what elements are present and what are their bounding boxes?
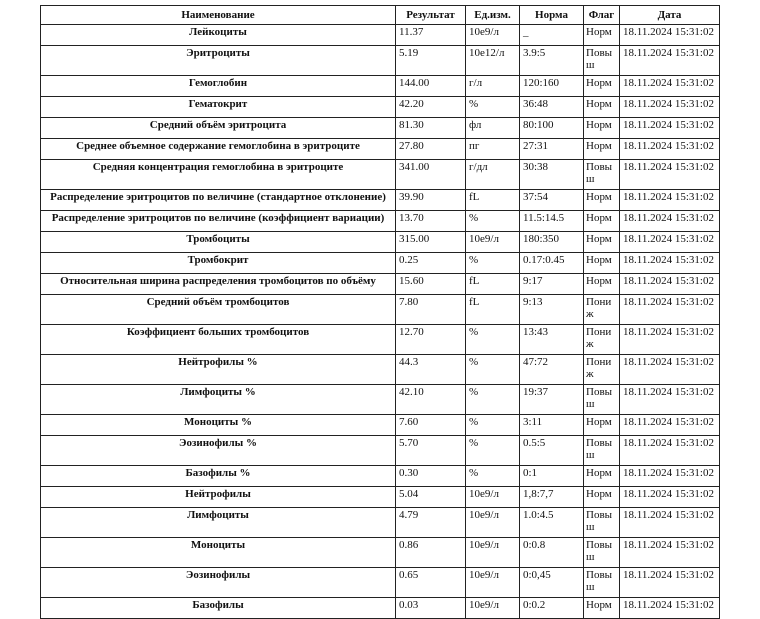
test-date: 18.11.2024 15:31:02 [620, 211, 720, 232]
test-flag: Норм [584, 211, 620, 232]
test-date: 18.11.2024 15:31:02 [620, 118, 720, 139]
test-norm: 0.5:5 [520, 436, 584, 466]
test-name: Лимфоциты [41, 508, 396, 538]
test-flag: Норм [584, 598, 620, 619]
table-row [41, 97, 720, 118]
test-unit: fL [466, 274, 520, 295]
test-flag: Повыш [584, 160, 620, 190]
test-unit: пг [466, 139, 520, 160]
table-row [41, 538, 720, 568]
test-unit: % [466, 436, 520, 466]
test-result: 12.70 [396, 325, 466, 355]
test-norm: 180:350 [520, 232, 584, 253]
test-name: Средний объём тромбоцитов [41, 295, 396, 325]
header-result: Результат [396, 6, 466, 25]
test-flag: Норм [584, 415, 620, 436]
test-unit: % [466, 385, 520, 415]
test-name: Лейкоциты [41, 25, 396, 46]
table-row [41, 598, 720, 619]
test-name: Среднее объемное содержание гемоглобина в эритроците [41, 139, 396, 160]
test-flag: Норм [584, 139, 620, 160]
table-row [41, 355, 720, 385]
table-row [41, 160, 720, 190]
header-name: Наименование [41, 6, 396, 25]
test-name: Лимфоциты % [41, 385, 396, 415]
test-flag: Повыш [584, 508, 620, 538]
test-result: 15.60 [396, 274, 466, 295]
test-result: 81.30 [396, 118, 466, 139]
test-date: 18.11.2024 15:31:02 [620, 76, 720, 97]
test-norm: 47:72 [520, 355, 584, 385]
table-row [41, 274, 720, 295]
test-norm: 80:100 [520, 118, 584, 139]
test-unit: 10e9/л [466, 538, 520, 568]
header-norm: Норма [520, 6, 584, 25]
test-norm: 0:0,45 [520, 568, 584, 598]
test-norm: 19:37 [520, 385, 584, 415]
test-flag: Повыш [584, 568, 620, 598]
test-result: 4.79 [396, 508, 466, 538]
test-result: 0.03 [396, 598, 466, 619]
table-row [41, 118, 720, 139]
test-name: Распределение эритроцитов по величине (коэффициент вариации) [41, 211, 396, 232]
test-norm: 1,8:7,7 [520, 487, 584, 508]
test-result: 0.30 [396, 466, 466, 487]
test-unit: 10e9/л [466, 568, 520, 598]
test-norm: 36:48 [520, 97, 584, 118]
test-date: 18.11.2024 15:31:02 [620, 325, 720, 355]
test-result: 27.80 [396, 139, 466, 160]
test-flag: Норм [584, 76, 620, 97]
test-norm: 9:13 [520, 295, 584, 325]
test-name: Базофилы [41, 598, 396, 619]
test-name: Гемоглобин [41, 76, 396, 97]
test-name: Распределение эритроцитов по величине (стандартное отклонение) [41, 190, 396, 211]
test-date: 18.11.2024 15:31:02 [620, 508, 720, 538]
test-unit: 10e9/л [466, 25, 520, 46]
test-unit: % [466, 415, 520, 436]
test-result: 0.86 [396, 538, 466, 568]
test-unit: % [466, 211, 520, 232]
test-date: 18.11.2024 15:31:02 [620, 487, 720, 508]
test-unit: % [466, 97, 520, 118]
test-unit: 10e9/л [466, 487, 520, 508]
table-row [41, 232, 720, 253]
test-unit: % [466, 253, 520, 274]
table-row [41, 253, 720, 274]
test-flag: Норм [584, 274, 620, 295]
test-result: 0.25 [396, 253, 466, 274]
test-norm: 3.9:5 [520, 46, 584, 76]
test-date: 18.11.2024 15:31:02 [620, 568, 720, 598]
test-name: Эозинофилы [41, 568, 396, 598]
test-norm: 30:38 [520, 160, 584, 190]
test-result: 7.60 [396, 415, 466, 436]
test-name: Коэффициент больших тромбоцитов [41, 325, 396, 355]
test-name: Относительная ширина распределения тромбоцитов по объёму [41, 274, 396, 295]
test-date: 18.11.2024 15:31:02 [620, 190, 720, 211]
table-row [41, 415, 720, 436]
test-date: 18.11.2024 15:31:02 [620, 232, 720, 253]
test-date: 18.11.2024 15:31:02 [620, 295, 720, 325]
test-date: 18.11.2024 15:31:02 [620, 25, 720, 46]
test-result: 11.37 [396, 25, 466, 46]
test-date: 18.11.2024 15:31:02 [620, 139, 720, 160]
test-flag: Норм [584, 25, 620, 46]
test-name: Средняя концентрация гемоглобина в эритроците [41, 160, 396, 190]
table-row [41, 190, 720, 211]
test-name: Базофилы % [41, 466, 396, 487]
test-unit: % [466, 325, 520, 355]
test-unit: 10e9/л [466, 232, 520, 253]
test-result: 39.90 [396, 190, 466, 211]
test-name: Гематокрит [41, 97, 396, 118]
table-row [41, 139, 720, 160]
test-result: 7.80 [396, 295, 466, 325]
test-result: 341.00 [396, 160, 466, 190]
test-name: Тромбокрит [41, 253, 396, 274]
test-date: 18.11.2024 15:31:02 [620, 160, 720, 190]
table-row [41, 325, 720, 355]
table-row [41, 295, 720, 325]
table-row [41, 487, 720, 508]
test-norm: 0:0.2 [520, 598, 584, 619]
test-name: Тромбоциты [41, 232, 396, 253]
test-norm: 3:11 [520, 415, 584, 436]
test-date: 18.11.2024 15:31:02 [620, 466, 720, 487]
test-unit: г/дл [466, 160, 520, 190]
results-body [41, 25, 720, 619]
test-norm: 13:43 [520, 325, 584, 355]
test-norm: 9:17 [520, 274, 584, 295]
test-unit: % [466, 355, 520, 385]
test-name: Эозинофилы % [41, 436, 396, 466]
test-unit: г/л [466, 76, 520, 97]
test-flag: Пониж [584, 355, 620, 385]
test-flag: Пониж [584, 295, 620, 325]
test-norm: 120:160 [520, 76, 584, 97]
table-row [41, 466, 720, 487]
test-norm: 37:54 [520, 190, 584, 211]
test-flag: Повыш [584, 385, 620, 415]
table-row [41, 436, 720, 466]
test-norm: 0.17:0.45 [520, 253, 584, 274]
test-result: 315.00 [396, 232, 466, 253]
test-date: 18.11.2024 15:31:02 [620, 598, 720, 619]
test-norm: 1.0:4.5 [520, 508, 584, 538]
test-flag: Норм [584, 232, 620, 253]
test-date: 18.11.2024 15:31:02 [620, 385, 720, 415]
test-date: 18.11.2024 15:31:02 [620, 253, 720, 274]
table-row [41, 76, 720, 97]
test-flag: Норм [584, 97, 620, 118]
test-date: 18.11.2024 15:31:02 [620, 415, 720, 436]
test-date: 18.11.2024 15:31:02 [620, 46, 720, 76]
test-name: Нейтрофилы % [41, 355, 396, 385]
table-row [41, 211, 720, 232]
test-norm: 11.5:14.5 [520, 211, 584, 232]
test-date: 18.11.2024 15:31:02 [620, 436, 720, 466]
test-flag: Норм [584, 487, 620, 508]
test-flag: Повыш [584, 436, 620, 466]
test-result: 5.19 [396, 46, 466, 76]
test-unit: 10e9/л [466, 508, 520, 538]
header-unit: Ед.изм. [466, 6, 520, 25]
test-date: 18.11.2024 15:31:02 [620, 355, 720, 385]
test-flag: Повыш [584, 538, 620, 568]
test-date: 18.11.2024 15:31:02 [620, 97, 720, 118]
test-result: 144.00 [396, 76, 466, 97]
test-name: Средний объём эритроцита [41, 118, 396, 139]
test-result: 5.04 [396, 487, 466, 508]
table-row [41, 25, 720, 46]
header-date: Дата [620, 6, 720, 25]
test-flag: Повыш [584, 46, 620, 76]
test-result: 13.70 [396, 211, 466, 232]
test-name: Моноциты [41, 538, 396, 568]
lab-results-table [40, 5, 720, 619]
test-flag: Норм [584, 190, 620, 211]
test-flag: Норм [584, 118, 620, 139]
test-unit: 10e12/л [466, 46, 520, 76]
test-name: Моноциты % [41, 415, 396, 436]
table-row [41, 508, 720, 538]
test-norm: 0:1 [520, 466, 584, 487]
header-flag: Флаг [584, 6, 620, 25]
table-row [41, 568, 720, 598]
test-flag: Пониж [584, 325, 620, 355]
test-unit: fL [466, 295, 520, 325]
test-result: 42.20 [396, 97, 466, 118]
test-norm: _ [520, 25, 584, 46]
test-result: 42.10 [396, 385, 466, 415]
test-unit: фл [466, 118, 520, 139]
test-unit: 10e9/л [466, 598, 520, 619]
test-name: Нейтрофилы [41, 487, 396, 508]
test-norm: 27:31 [520, 139, 584, 160]
test-unit: % [466, 466, 520, 487]
test-name: Эритроциты [41, 46, 396, 76]
test-date: 18.11.2024 15:31:02 [620, 274, 720, 295]
test-norm: 0:0.8 [520, 538, 584, 568]
table-row [41, 385, 720, 415]
test-flag: Норм [584, 466, 620, 487]
test-result: 44.3 [396, 355, 466, 385]
test-date: 18.11.2024 15:31:02 [620, 538, 720, 568]
test-result: 5.70 [396, 436, 466, 466]
header-row [41, 6, 720, 25]
test-flag: Норм [584, 253, 620, 274]
test-unit: fL [466, 190, 520, 211]
table-row [41, 46, 720, 76]
test-result: 0.65 [396, 568, 466, 598]
